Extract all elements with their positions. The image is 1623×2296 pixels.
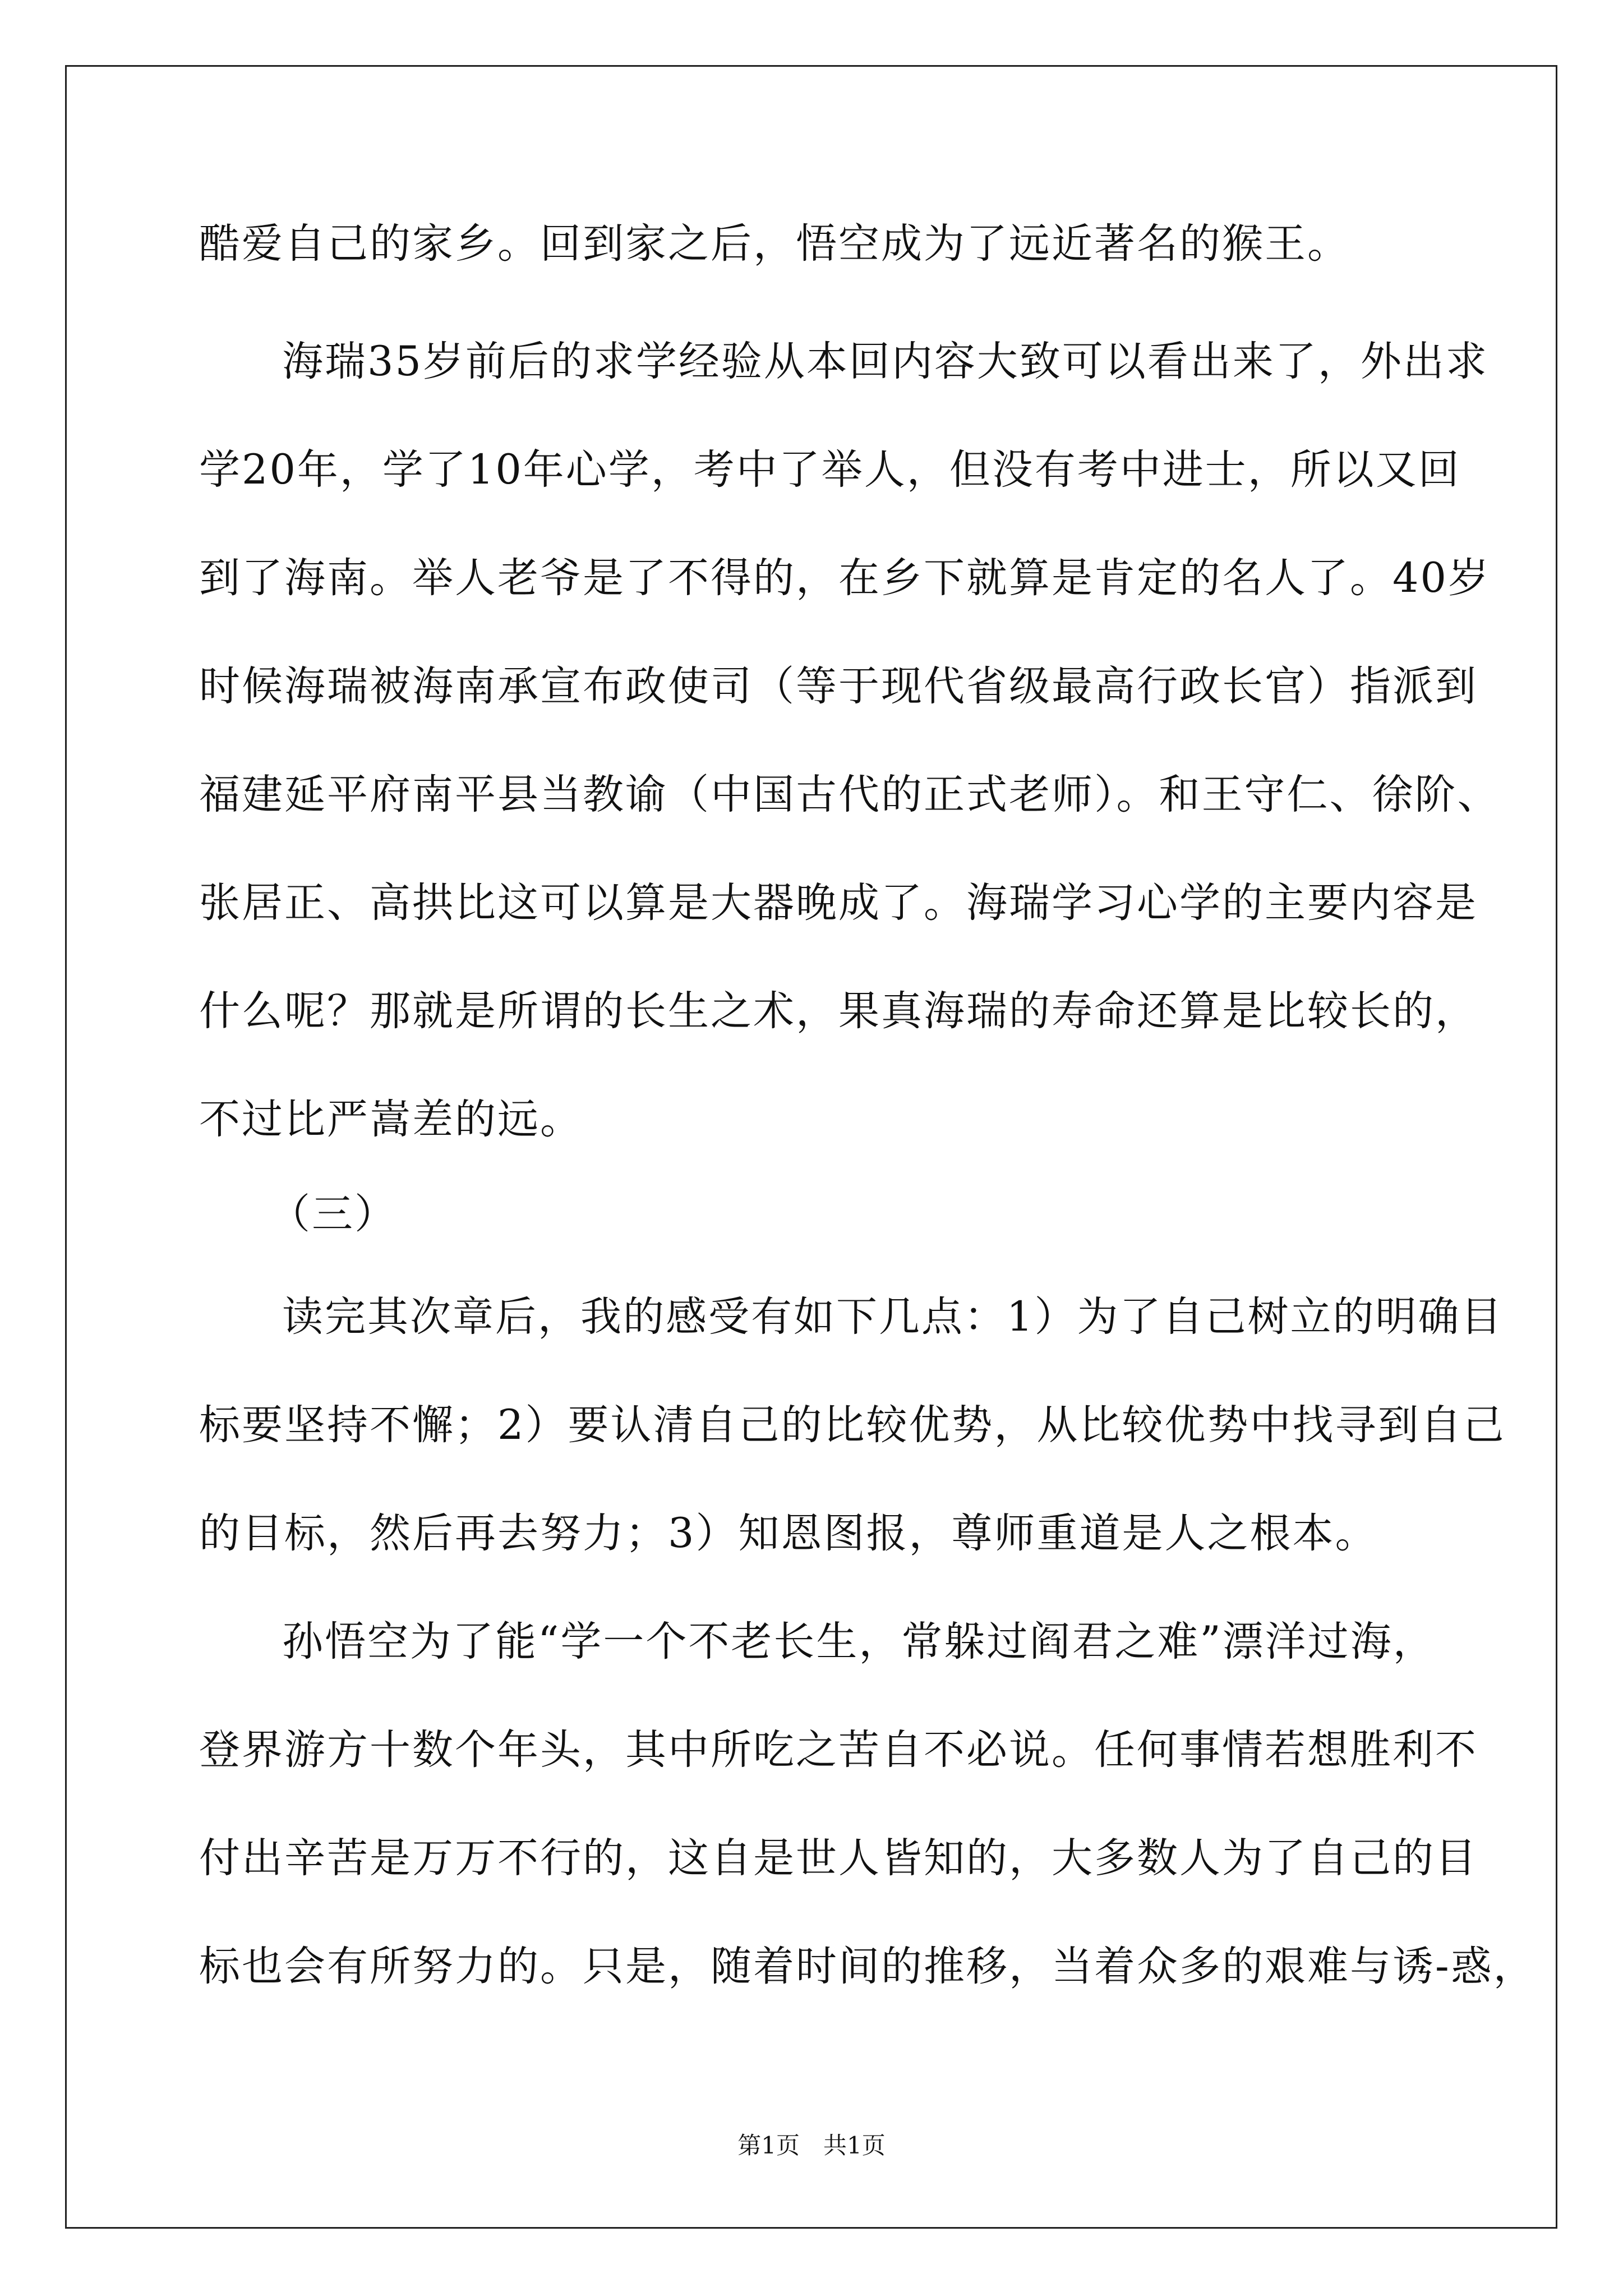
paragraph-first-line: 孙悟空为了能“学一个不老长生，常躲过阎君之难”漂洋过海， [282,1618,1436,1665]
text-line: 付出辛苦是万万不行的，这自是世人皆知的，大多数人为了自己的目 [199,1834,1478,1882]
text-line: 福建延平府南平县当教谕（中国古代的正式老师）。和王守仁、徐阶、 [199,771,1500,818]
text-line: 什么呢？那就是所谓的长生之术，果真海瑞的寿命还算是比较长的， [199,987,1478,1035]
paragraph-first-line: 海瑞35岁前后的求学经验从本回内容大致可以看出来了，外出求 [282,338,1488,385]
text-line: 时候海瑞被海南承宣布政使司（等于现代省级最高行政长官）指派到 [199,662,1478,710]
text-line: 标也会有所努力的。只是，随着时间的推移，当着众多的艰难与诱-惑， [199,1943,1536,1990]
page-number: 第1页 共1页 [737,2132,886,2159]
text-line: 到了海南。举人老爷是了不得的，在乡下就算是肯定的名人了。40岁 [199,554,1491,602]
text-line: 登界游方十数个年头，其中所吃之苦自不必说。任何事情若想胜利不 [199,1726,1478,1774]
text-line: 学20年，学了10年心学，考中了举人，但没有考中进士，所以又回 [199,446,1461,494]
paragraph-first-line: 读完其次章后，我的感受有如下几点：1）为了自己树立的明确目 [282,1293,1504,1341]
text-line: 酷爱自己的家乡。回到家之后，悟空成为了远近著名的猴王。 [199,220,1350,268]
text-line: 张居正、高拱比这可以算是大器晚成了。海瑞学习心学的主要内容是 [199,879,1478,927]
section-heading: （三） [269,1190,397,1238]
text-line: 标要坚持不懈；2）要认清自己的比较优势，从比较优势中找寻到自己 [199,1401,1506,1449]
text-line: 不过比严嵩差的远。 [199,1096,583,1143]
text-line: 的目标，然后再去努力；3）知恩图报，尊师重道是人之根本。 [199,1510,1378,1557]
